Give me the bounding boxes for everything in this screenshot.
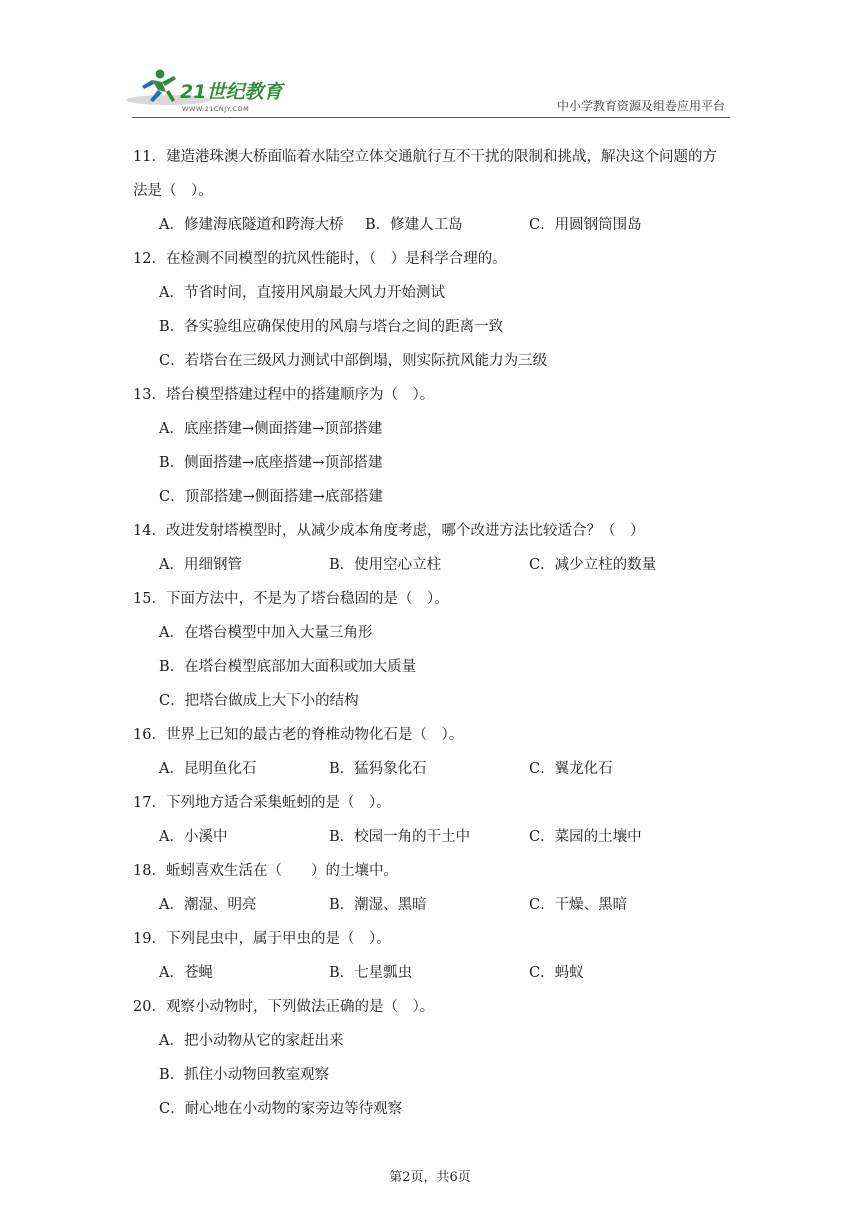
option-b: B．在塔台模型底部加大面积或加大质量 [159,659,417,675]
question-stem: 13．塔台模型搭建过程中的搭建顺序为（ ）。 [133,387,435,403]
question-stem: 20．观察小动物时，下列做法正确的是（ ）。 [133,999,435,1015]
option-c: C．蚂蚁 [529,965,584,981]
svg-text:WWW.21CNJY.COM: WWW.21CNJY.COM [182,105,250,113]
page-header [0,0,860,120]
option-b: B．校园一角的干土中 [329,829,471,845]
site-logo [122,66,292,116]
option-c: C．菜园的土壤中 [529,829,642,845]
option-b: B．侧面搭建→底座搭建→顶部搭建 [159,455,383,471]
question-18 [133,854,733,922]
header-divider [132,117,730,118]
option-b: B．抓住小动物回教室观察 [159,1067,330,1083]
option-a: A．用细钢管 [159,557,242,573]
option-b: B．潮湿、黑暗 [329,897,427,913]
option-row [133,548,733,582]
option-a: A．把小动物从它的家赶出来 [159,1033,344,1049]
option-a: A．小溪中 [159,829,228,845]
question-19 [133,922,733,990]
question-stem-continuation: 法是（ ）。 [133,183,213,199]
question-17 [133,786,733,854]
option-row [133,888,733,922]
option-b: B．七星瓢虫 [329,965,413,981]
question-stem: 18．蚯蚓喜欢生活在（ ）的土壤中。 [133,863,398,879]
question-13 [133,378,733,514]
option-c: C．耐心地在小动物的家旁边等待观察 [159,1101,403,1117]
question-stem: 11．建造港珠澳大桥面临着水陆空立体交通航行互不干扰的限制和挑战，解决这个问题的方 [133,149,717,165]
option-a: A．潮湿、明亮 [159,897,257,913]
option-row [133,820,733,854]
option-a: A．苍蝇 [159,965,213,981]
option-c: C．顶部搭建→侧面搭建→底部搭建 [159,489,383,505]
question-11 [133,140,733,242]
option-c: C．减少立柱的数量 [529,557,657,573]
runner-logo-icon [122,66,292,116]
option-b: B．猛犸象化石 [329,761,427,777]
question-15 [133,582,733,718]
option-b: B．修建人工岛 [365,217,463,233]
option-c: C．把塔台做成上大下小的结构 [159,693,359,709]
question-stem: 14．改进发射塔模型时，从减少成本角度考虑，哪个改进方法比较适合？（ ） [133,523,645,539]
question-stem: 16．世界上已知的最古老的脊椎动物化石是（ ）。 [133,727,464,743]
question-16 [133,718,733,786]
question-stem: 17．下列地方适合采集蚯蚓的是（ ）。 [133,795,391,811]
option-b: B．使用空心立柱 [329,557,442,573]
question-stem: 19．下列昆虫中，属于甲虫的是（ ）。 [133,931,391,947]
option-c: C．若塔台在三级风力测试中部倒塌，则实际抗风能力为三级 [159,353,548,369]
question-12 [133,242,733,378]
question-list [133,140,733,1126]
option-c: C．用圆钢筒围岛 [529,217,642,233]
question-stem: 12．在检测不同模型的抗风性能时，（ ）是科学合理的。 [133,251,507,267]
page-number: 第2页，共6页 [389,1170,471,1185]
option-b: B．各实验组应确保使用的风扇与塔台之间的距离一致 [159,319,504,335]
question-14 [133,514,733,582]
question-stem: 15．下面方法中，不是为了塔台稳固的是（ ）。 [133,591,449,607]
svg-text:21世纪教育: 21世纪教育 [180,81,283,103]
option-a: A．在塔台模型中加入大量三角形 [159,625,373,641]
option-a: A．昆明鱼化石 [159,761,257,777]
option-row [133,752,733,786]
option-a: A．节省时间，直接用风扇最大风力开始测试 [159,285,445,301]
option-row [133,208,733,242]
option-a: A．修建海底隧道和跨海大桥 [159,217,344,233]
platform-name: 中小学教育资源及组卷应用平台 [556,99,725,113]
question-20 [133,990,733,1126]
option-row [133,956,733,990]
option-a: A．底座搭建→侧面搭建→顶部搭建 [159,421,383,437]
option-c: C．翼龙化石 [529,761,613,777]
option-c: C．干燥、黑暗 [529,897,628,913]
